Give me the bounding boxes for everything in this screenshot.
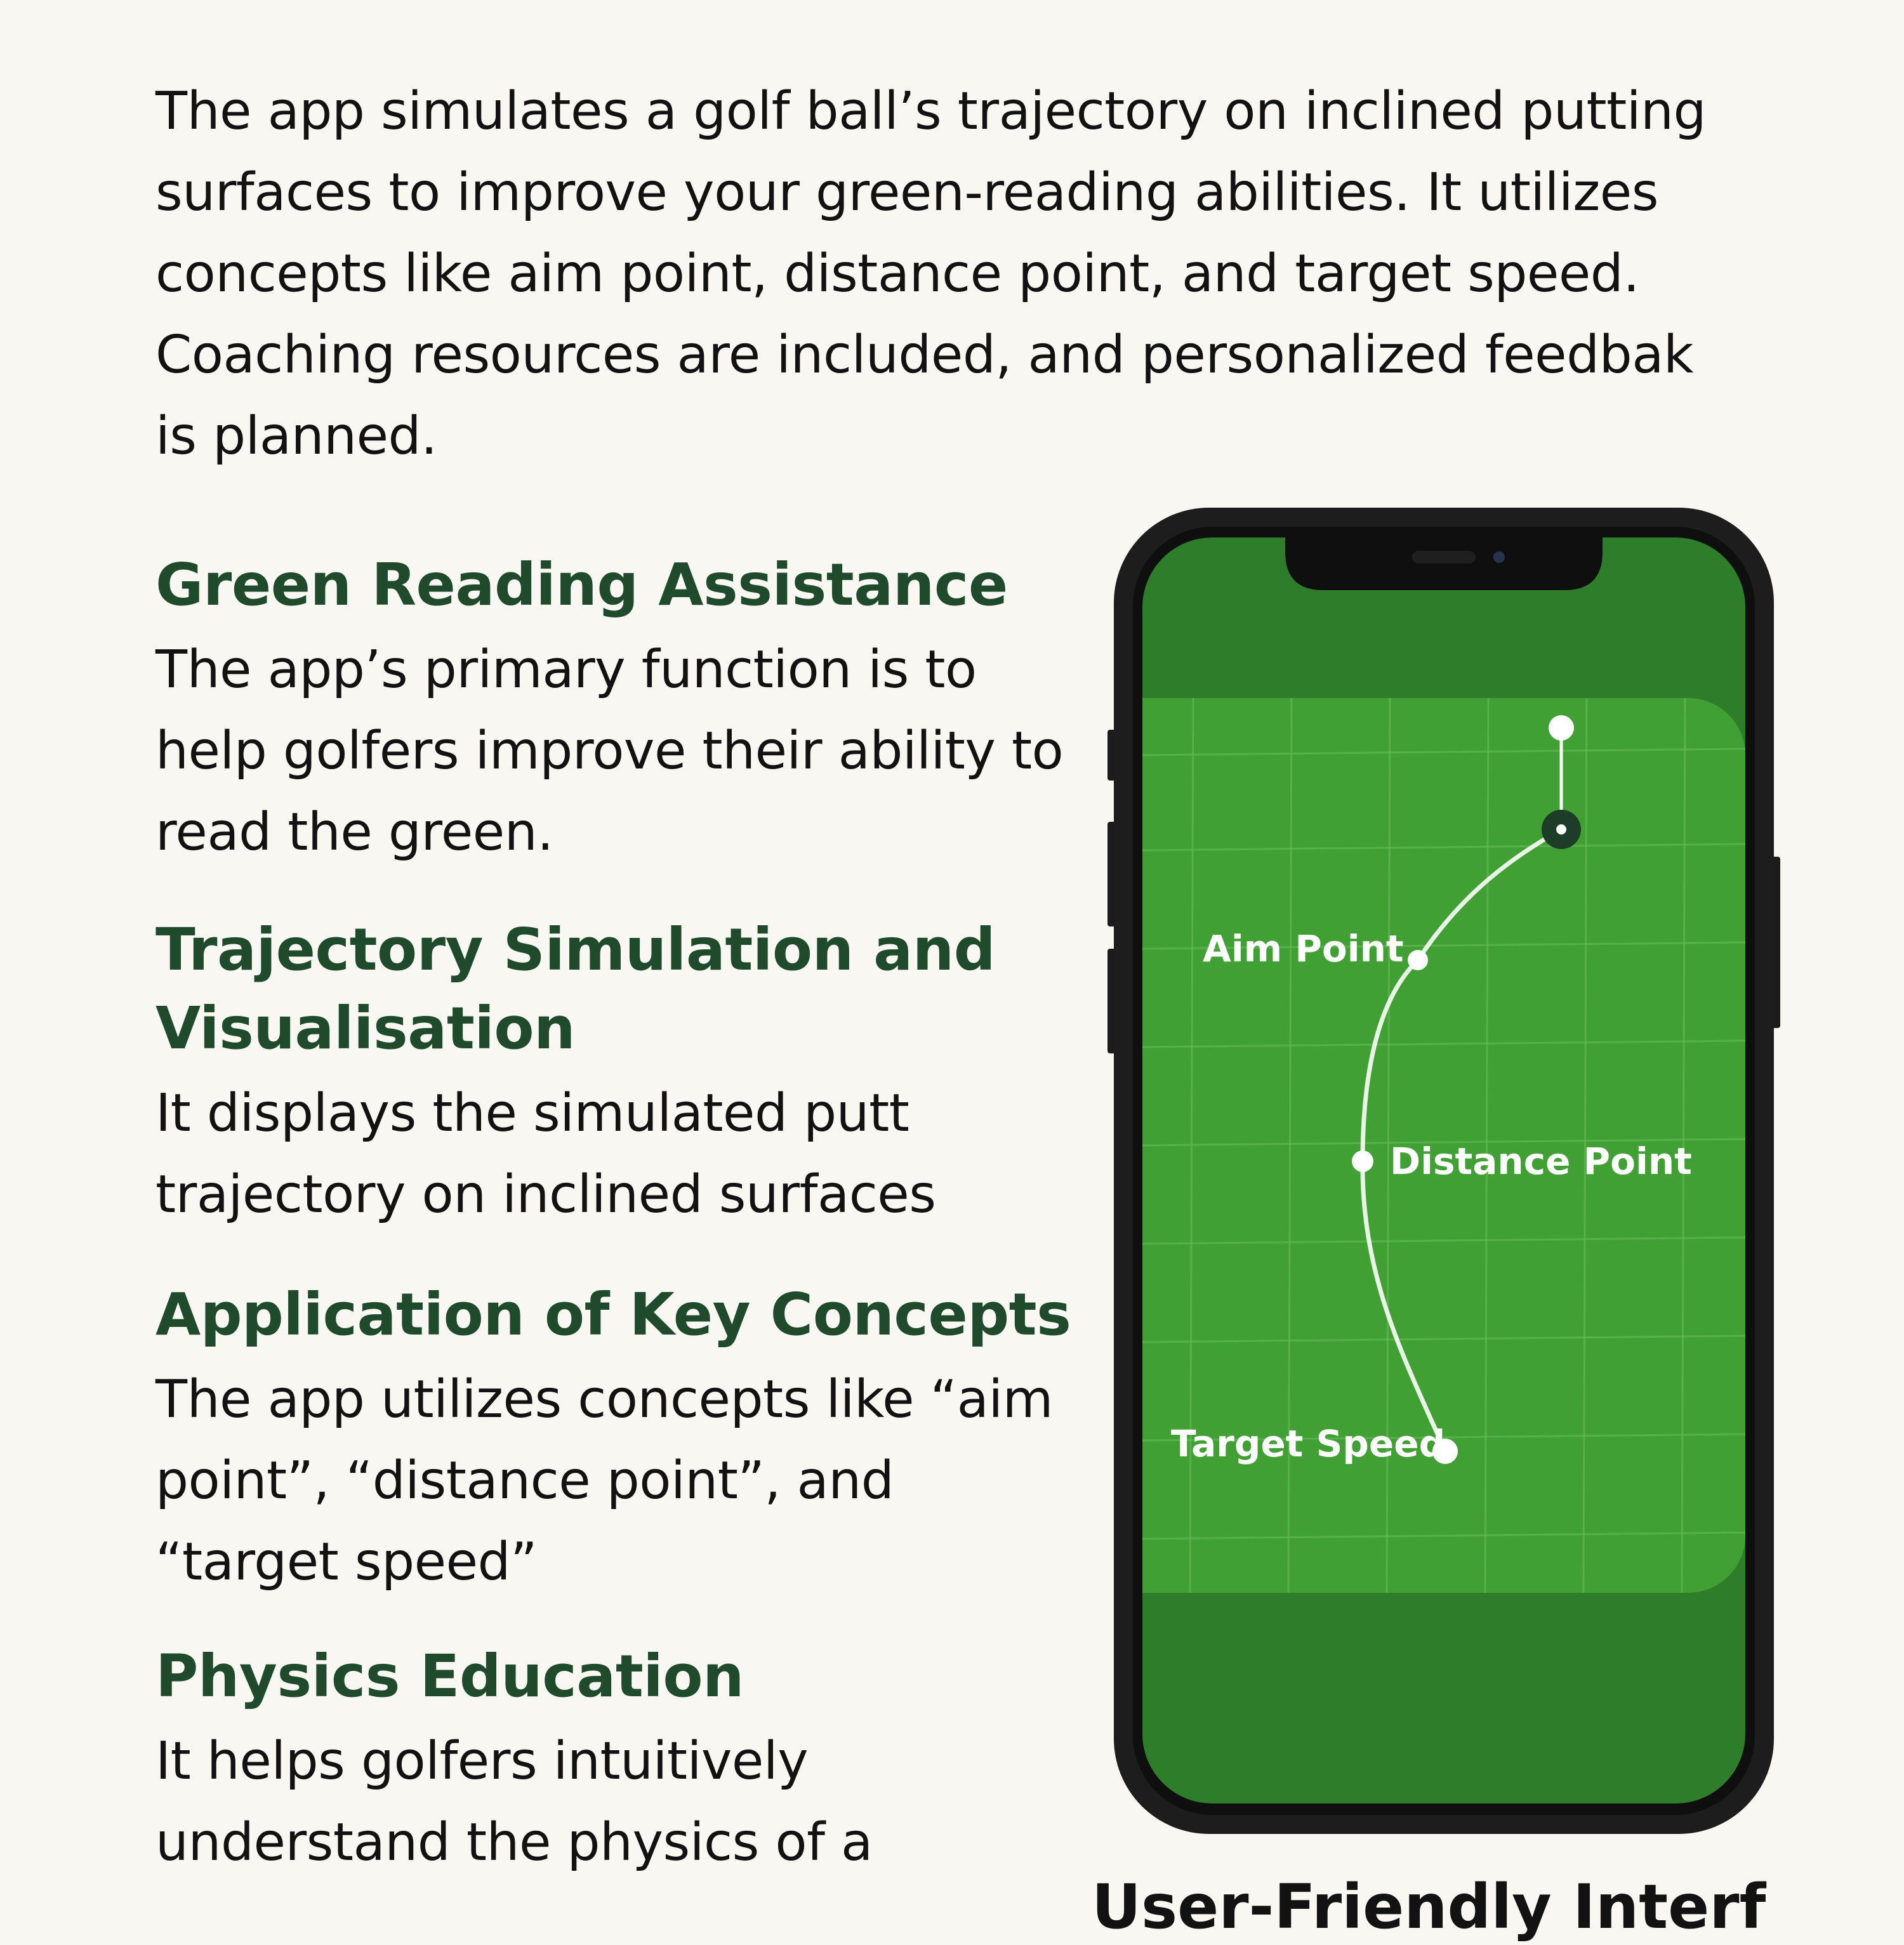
feature-title: Trajectory Simulation and Visualisation: [155, 916, 996, 1062]
feature-body: The app’s primary function is to help golfers improve their ability to read the green.: [155, 640, 1064, 862]
aim-point-label: Aim Point: [1203, 927, 1404, 970]
feature-body: It helps golfers intuitively understand the physics of a: [155, 1731, 873, 1873]
flag-top-marker: [1549, 715, 1574, 741]
feature-title: Green Reading Assistance: [155, 551, 1008, 619]
feature-green-reading: [155, 546, 1076, 873]
partial-heading-user-friendly: User-Friendly Interf: [1092, 1871, 1766, 1942]
feature-title: Application of Key Concepts: [155, 1281, 1071, 1348]
feature-physics-education: [155, 1637, 1076, 1883]
feature-trajectory-simulation: [155, 911, 1076, 1236]
phone-mockup: [1107, 504, 1780, 1837]
phone-camera-icon: [1493, 551, 1505, 563]
feature-body: The app utilizes concepts like “aim point”, “distance point”, and “target speed”: [155, 1369, 1054, 1592]
feature-title: Physics Education: [155, 1642, 744, 1710]
aim-point-marker: [1408, 950, 1428, 970]
intro-paragraph: The app simulates a golf ball’s trajectory on inclined putting surfaces to improve your green-reading abilities. It utilizes concepts like aim point, distance point, and target speed. Coaching resources are included, and personalized feedbak is planned.: [155, 81, 1707, 466]
feature-key-concepts: [155, 1276, 1076, 1603]
distance-point-label: Distance Point: [1390, 1140, 1692, 1183]
hole-center-dot: [1556, 824, 1566, 834]
distance-point-marker: [1352, 1151, 1373, 1172]
phone-notch: [1285, 537, 1603, 590]
feature-body: It displays the simulated putt trajectory on inclined surfaces: [155, 1083, 936, 1225]
target-speed-label: Target Speed: [1171, 1422, 1446, 1465]
phone-speaker: [1412, 551, 1476, 564]
